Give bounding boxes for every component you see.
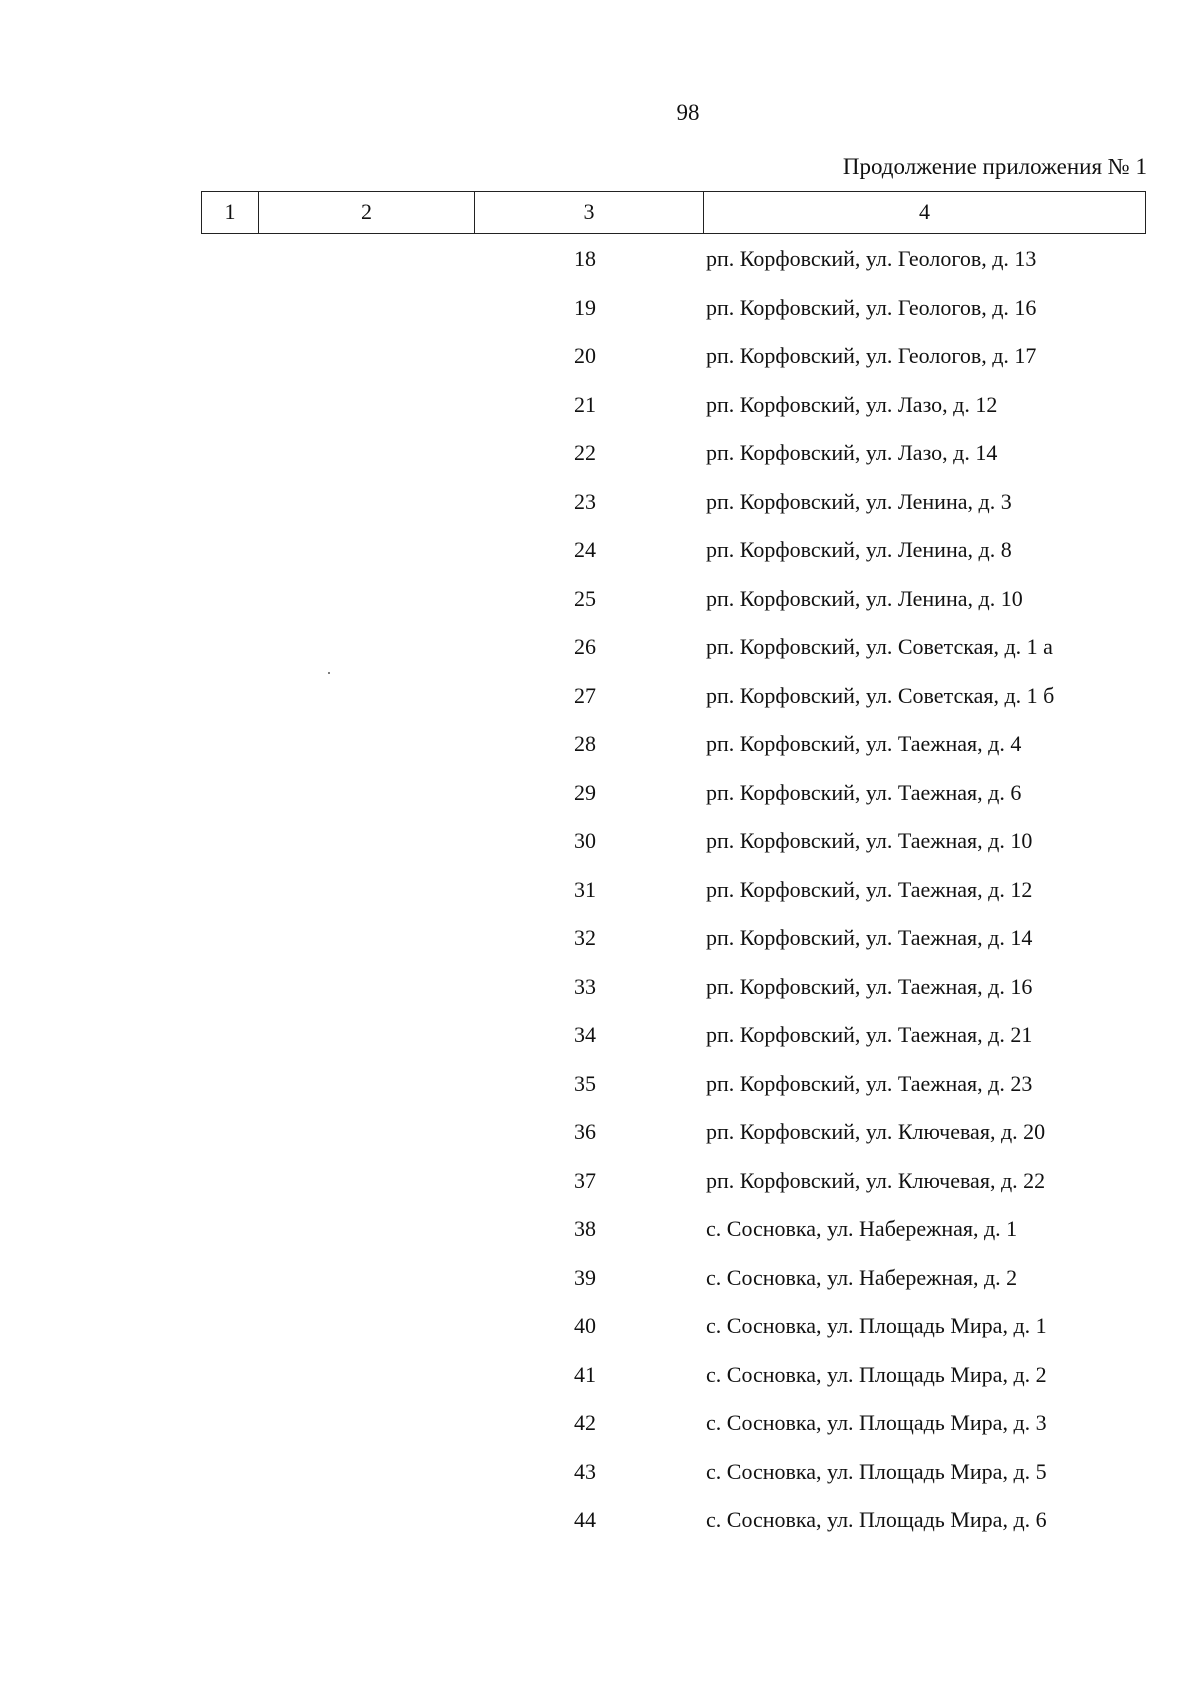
row-address: с. Сосновка, ул. Площадь Мира, д. 2 [706,1361,1047,1387]
row-number: 39 [574,1264,596,1290]
row-number: 29 [574,779,596,805]
continuation-note: Продолжение приложения № 1 [842,154,1147,179]
table-row [0,776,1200,825]
header-cell-4: 4 [919,199,930,224]
row-address: рп. Корфовский, ул. Таежная, д. 23 [706,1070,1033,1096]
table-row [0,970,1200,1019]
row-address: рп. Корфовский, ул. Геологов, д. 17 [706,343,1037,368]
row-address: рп. Корфовский, ул. Ключевая, д. 20 [706,1119,1046,1144]
row-address: рп. Корфовский, ул. Ленина, д. 8 [706,537,1012,562]
row-number: 19 [574,294,596,320]
row-number: 28 [574,731,596,756]
row-address: с. Сосновка, ул. Площадь Мира, д. 6 [706,1507,1047,1532]
row-address: с. Сосновка, ул. Площадь Мира, д. 5 [706,1458,1047,1484]
row-number: 26 [574,634,596,659]
table-row [0,1455,1200,1504]
row-number: 20 [574,343,596,368]
table-row [0,1018,1200,1067]
row-number: 33 [574,973,596,999]
row-number: 35 [574,1070,596,1096]
header-cell-1: 1 [202,192,259,233]
row-number: 43 [574,1458,596,1484]
row-number: 38 [574,1216,596,1241]
table-row [0,1261,1200,1310]
table-row [0,1406,1200,1455]
row-address: с. Сосновка, ул. Набережная, д. 2 [706,1264,1018,1290]
row-number: 31 [574,876,596,902]
page-number: 98 [676,100,700,125]
row-address: рп. Корфовский, ул. Таежная, д. 14 [706,925,1033,950]
table-row [0,630,1200,679]
row-number: 27 [574,682,596,708]
row-number: 44 [574,1507,596,1532]
row-number: 30 [574,828,596,853]
row-number: 36 [574,1119,596,1144]
table-row [0,388,1200,437]
row-number: 42 [574,1410,596,1435]
row-address: рп. Корфовский, ул. Ленина, д. 10 [706,585,1023,611]
row-number: 40 [574,1313,596,1338]
table-row [0,824,1200,873]
table-row [0,533,1200,582]
row-number: 32 [574,925,596,950]
row-address: рп. Корфовский, ул. Геологов, д. 16 [706,294,1037,320]
table-row [0,921,1200,970]
row-address: рп. Корфовский, ул. Таежная, д. 10 [706,828,1033,853]
row-number: 24 [574,537,596,562]
row-address: рп. Корфовский, ул. Ленина, д. 3 [706,488,1012,514]
row-address: с. Сосновка, ул. Площадь Мира, д. 3 [706,1410,1047,1435]
table-row [0,291,1200,340]
table-row [0,1309,1200,1358]
row-address: рп. Корфовский, ул. Советская, д. 1 б [706,682,1055,708]
row-address: с. Сосновка, ул. Набережная, д. 1 [706,1216,1018,1241]
table-row [0,679,1200,728]
table-row [0,1503,1200,1552]
table-row [0,1358,1200,1407]
row-address: рп. Корфовский, ул. Геологов, д. 13 [706,246,1037,271]
table-row [0,1212,1200,1261]
table-row [0,339,1200,388]
row-address: рп. Корфовский, ул. Таежная, д. 21 [706,1022,1033,1047]
header-cell-3: 3 [475,192,704,233]
row-number: 34 [574,1022,596,1047]
table-row [0,1067,1200,1116]
row-address: рп. Корфовский, ул. Советская, д. 1 а [706,634,1053,659]
table-row [0,1164,1200,1213]
table-header [201,191,1146,234]
table-row [0,485,1200,534]
row-number: 23 [574,488,596,514]
row-address: рп. Корфовский, ул. Ключевая, д. 22 [706,1167,1046,1193]
row-number: 41 [574,1361,596,1387]
table-row [0,242,1200,291]
table-row [0,727,1200,776]
header-cell-2: 2 [259,192,475,233]
table-body [0,242,1200,1552]
table-row [0,582,1200,631]
table-row [0,1115,1200,1164]
row-address: рп. Корфовский, ул. Таежная, д. 16 [706,973,1033,999]
row-number: 18 [574,246,596,271]
table-row [0,436,1200,485]
row-address: с. Сосновка, ул. Площадь Мира, д. 1 [706,1313,1047,1338]
row-number: 21 [574,391,596,417]
row-address: рп. Корфовский, ул. Лазо, д. 14 [706,440,998,465]
row-number: 22 [574,440,596,465]
row-address: рп. Корфовский, ул. Таежная, д. 12 [706,876,1033,902]
row-number: 25 [574,585,596,611]
row-address: рп. Корфовский, ул. Таежная, д. 6 [706,779,1022,805]
row-address: рп. Корфовский, ул. Лазо, д. 12 [706,391,998,417]
scan-speck [328,672,330,674]
table-row [0,873,1200,922]
row-number: 37 [574,1167,596,1193]
row-address: рп. Корфовский, ул. Таежная, д. 4 [706,731,1022,756]
